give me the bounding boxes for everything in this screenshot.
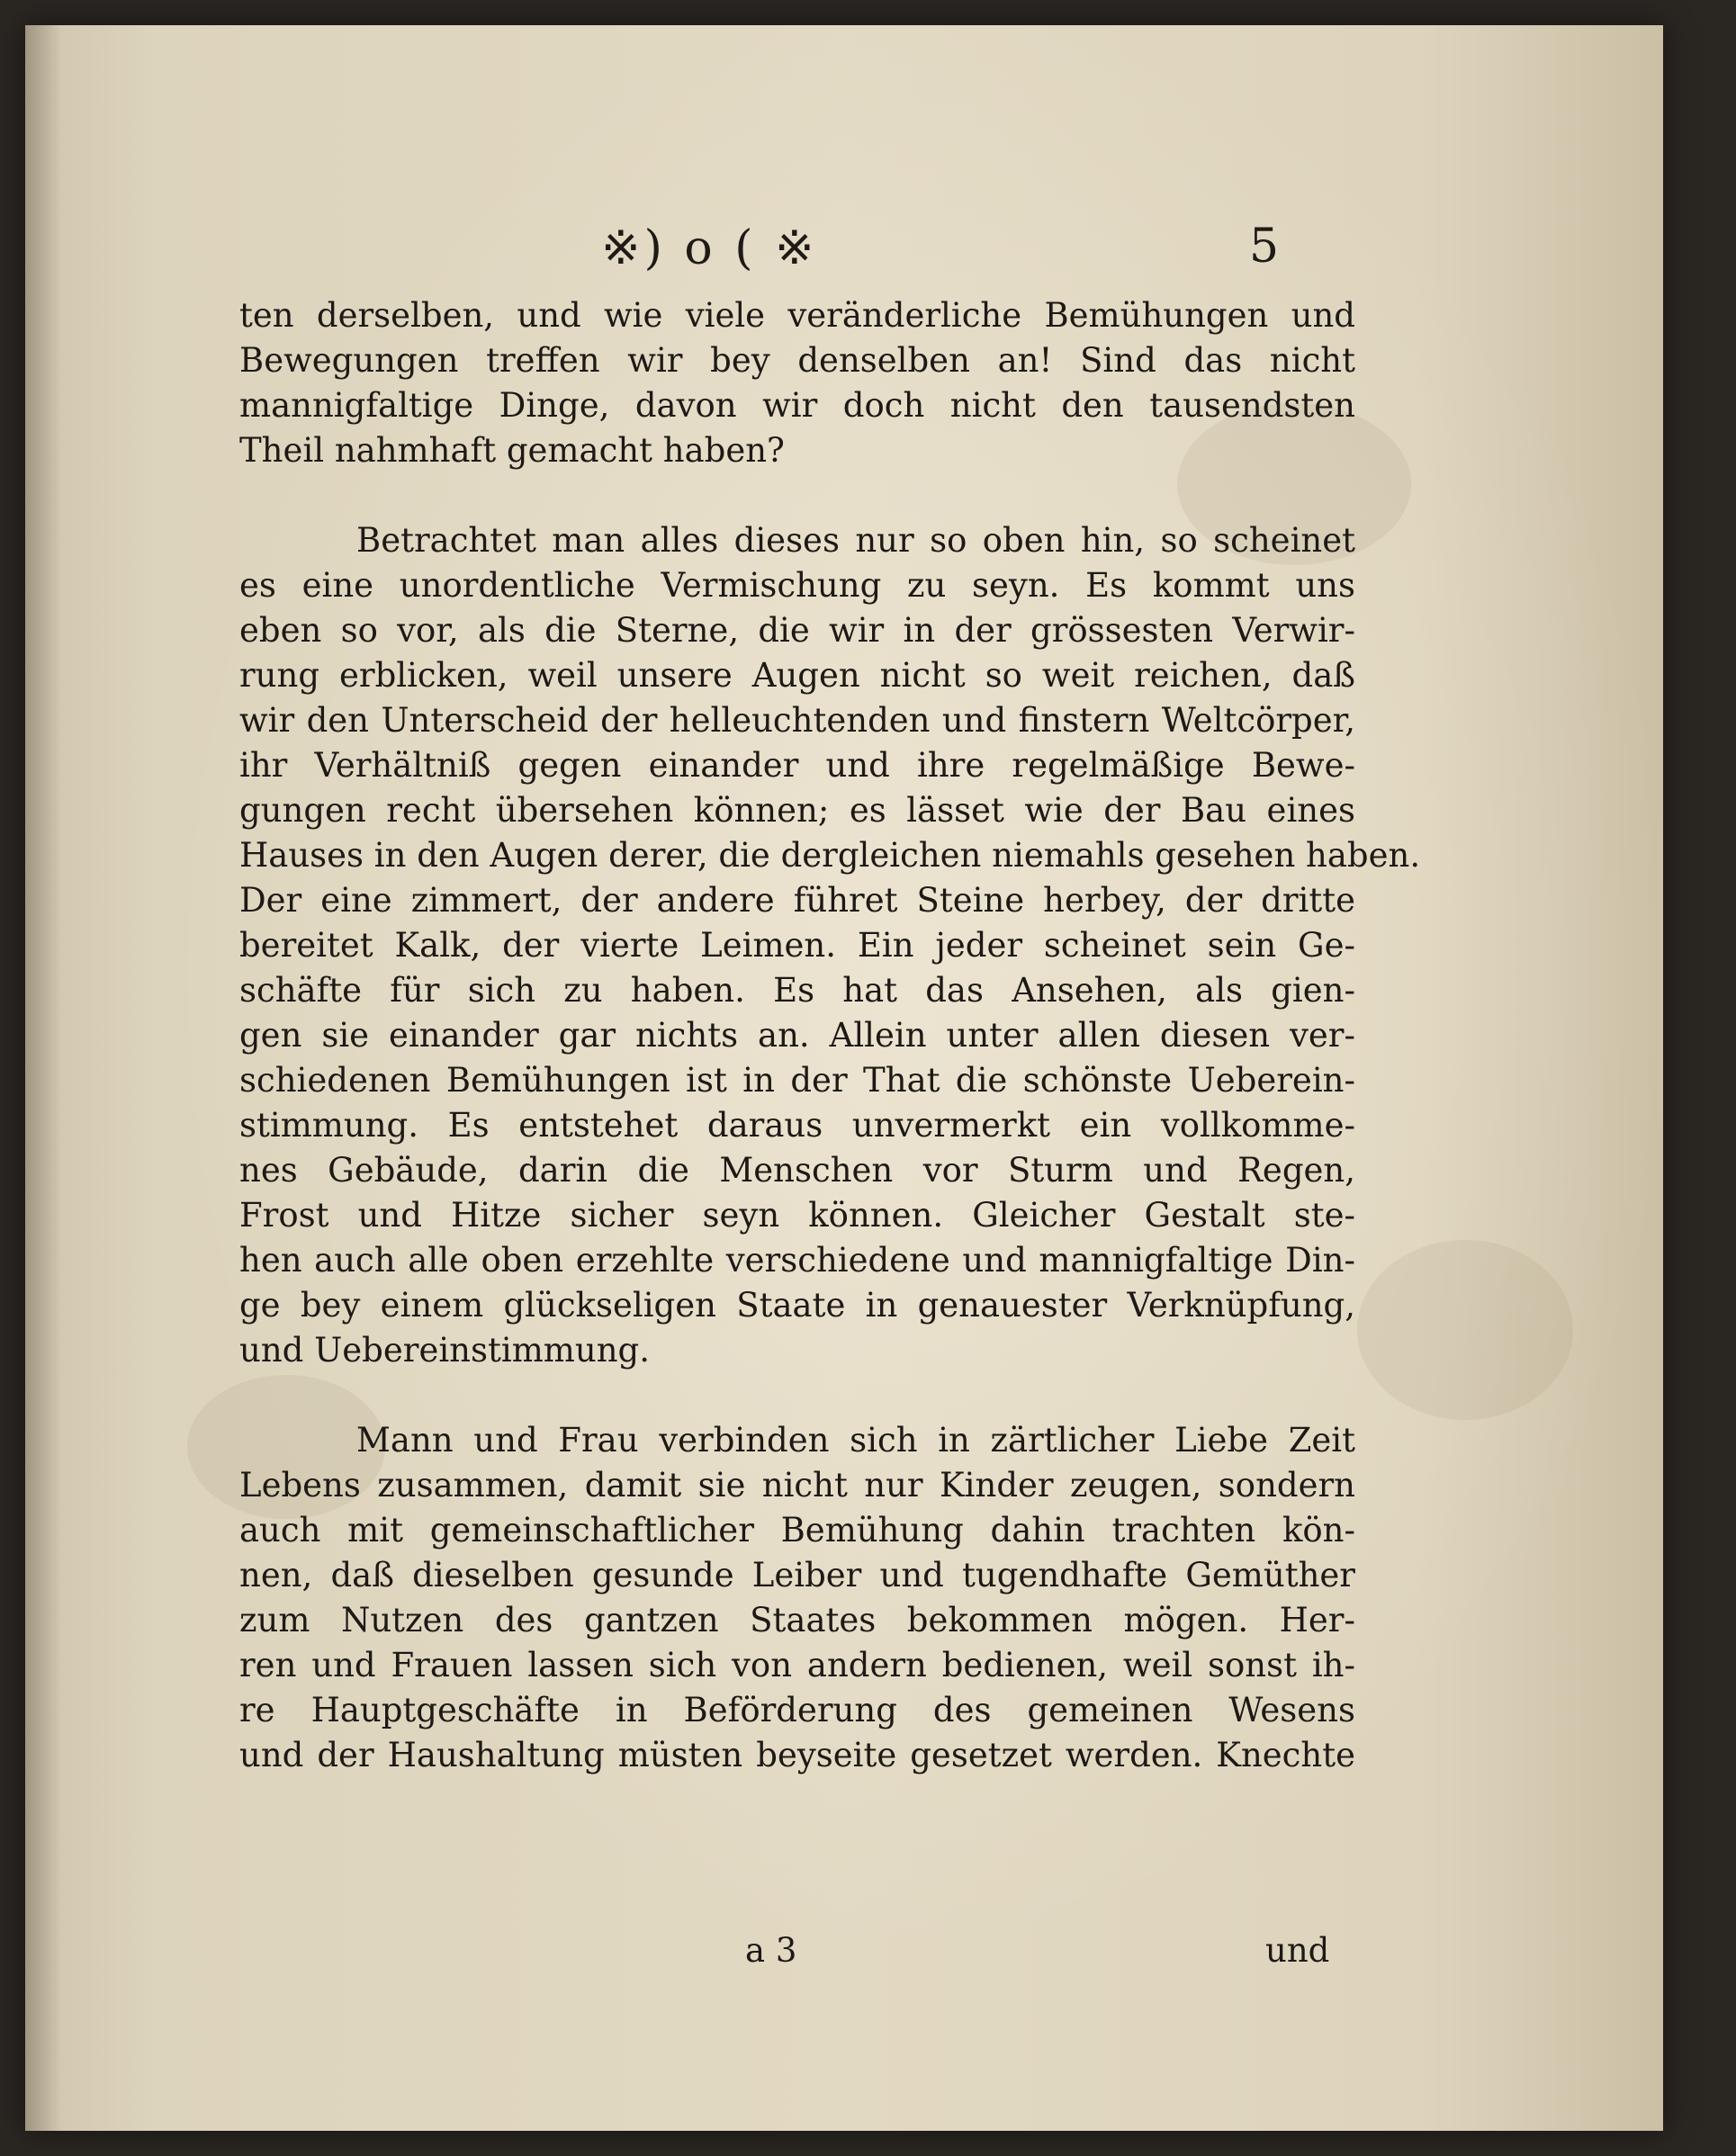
text-line: wir den Unterscheid der helleuchtenden und finstern Weltcörper, <box>239 701 1355 740</box>
text-line: Lebens zusammen, damit sie nicht nur Kinder zeugen, sondern <box>239 1466 1355 1505</box>
paper-stain <box>1357 1240 1573 1420</box>
text-line: mannigfaltige Dinge, davon wir doch nicht den tausendsten <box>239 386 1355 425</box>
text-line: rung erblicken, weil unsere Augen nicht so weit reichen, daß <box>239 656 1355 695</box>
signature-mark: a 3 <box>745 1931 797 1970</box>
text-line: Theil nahmhaft gemacht haben? <box>239 431 785 470</box>
text-line: nes Gebäude, darin die Menschen vor Sturm und Regen, <box>239 1151 1355 1190</box>
text-line: zum Nutzen des gantzen Staates bekommen mögen. Her- <box>239 1601 1355 1639</box>
catchword: und <box>1265 1931 1330 1970</box>
text-line: nen, daß dieselben gesunde Leiber und tugendhafte Gemüther <box>239 1556 1355 1595</box>
paragraph-gap <box>239 473 1355 518</box>
page-number: 5 <box>1249 220 1280 274</box>
text-line: hen auch alle oben erzehlte verschiedene und mannigfaltige Din- <box>239 1241 1355 1280</box>
paragraph-2 <box>239 518 1421 1373</box>
paragraph-3 <box>239 1418 1355 1778</box>
body-text <box>239 293 1421 1778</box>
text-line: Mann und Frau verbinden sich in zärtlicher Liebe Zeit <box>356 1421 1355 1460</box>
text-line: gen sie einander gar nichts an. Allein unter allen diesen ver- <box>239 1016 1355 1055</box>
paragraph-1 <box>239 293 1355 473</box>
text-line: ten derselben, und wie viele veränderliche Bemühungen und <box>239 296 1355 335</box>
text-line: ihr Verhältniß gegen einander und ihre regelmäßige Bewe- <box>239 746 1355 785</box>
text-line: gungen recht übersehen können; es lässet wie der Bau eines <box>239 791 1355 830</box>
text-line: schäfte für sich zu haben. Es hat das Ansehen, als gien- <box>239 971 1355 1010</box>
header-ornament: ※) o ( ※ <box>601 221 818 275</box>
text-line: Der eine zimmert, der andere führet Steine herbey, der dritte <box>239 881 1355 920</box>
text-line: eben so vor, als die Sterne, die wir in der grössesten Verwir- <box>239 611 1355 650</box>
text-line: Bewegungen treffen wir bey denselben an! Sind das nicht <box>239 341 1355 380</box>
gutter-shadow <box>25 25 61 2131</box>
text-line: und Uebereinstimmung. <box>239 1331 650 1370</box>
text-line: es eine unordentliche Vermischung zu seyn. Es kommt uns <box>239 566 1355 605</box>
text-line: ge bey einem glückseligen Staate in genauester Verknüpfung, <box>239 1286 1355 1325</box>
text-line: Hauses in den Augen derer, die dergleichen niemahls gesehen haben. <box>239 836 1421 875</box>
text-line: schiedenen Bemühungen ist in der That die schönste Ueberein- <box>239 1061 1355 1100</box>
text-line: re Hauptgeschäfte in Beförderung des gemeinen Wesens <box>239 1691 1355 1729</box>
running-head <box>25 212 1663 275</box>
paragraph-gap <box>239 1373 1355 1418</box>
text-line: bereitet Kalk, der vierte Leimen. Ein jeder scheinet sein Ge- <box>239 926 1355 965</box>
text-line: auch mit gemeinschaftlicher Bemühung dahin trachten kön- <box>239 1511 1355 1550</box>
book-page <box>25 25 1663 2131</box>
text-line: stimmung. Es entstehet daraus unvermerkt ein vollkomme- <box>239 1106 1355 1145</box>
text-line: Betrachtet man alles dieses nur so oben hin, so scheinet <box>356 521 1355 560</box>
text-line: und der Haushaltung müsten beyseite gesetzet werden. Knechte <box>239 1736 1355 1774</box>
text-line: ren und Frauen lassen sich von andern bedienen, weil sonst ih- <box>239 1646 1355 1684</box>
text-line: Frost und Hitze sicher seyn können. Gleicher Gestalt ste- <box>239 1196 1355 1235</box>
